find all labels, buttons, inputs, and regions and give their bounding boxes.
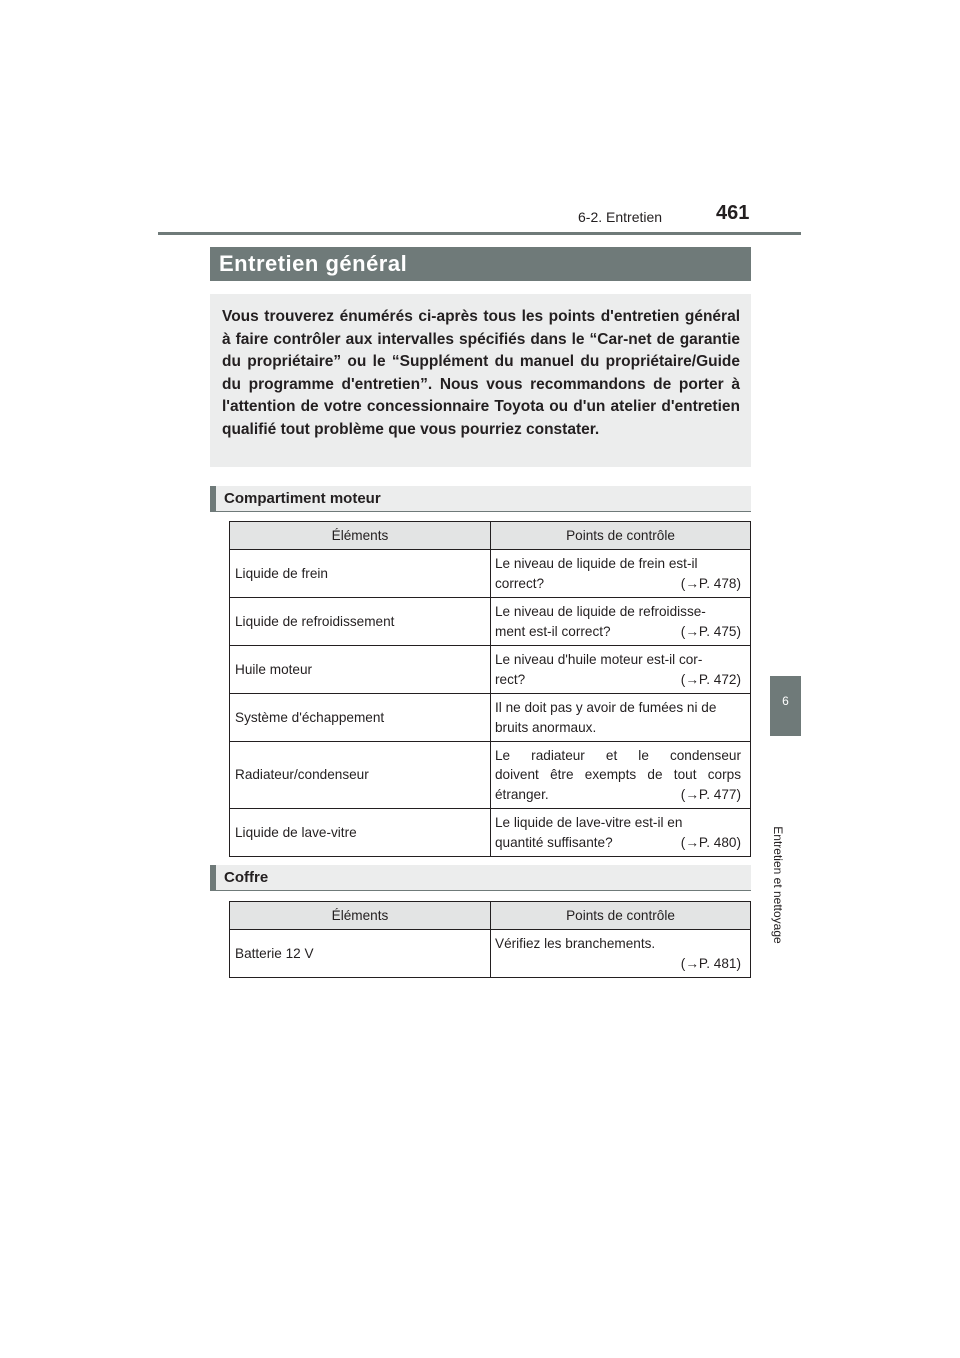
- trunk-table: [229, 901, 751, 978]
- check-text: correct?: [495, 575, 545, 591]
- section-heading-engine: [210, 486, 751, 512]
- intro-text: Vous trouverez énumérés ci-après tous les points d'entretien général à faire contrôler aux intervalles spécifiés dans le “Car-net de garantie du propriétaire” ou le “Supplément du manuel du propriétaire/Guide du programme d'entretien”. Nous vous recommandons de porter à l'attention de votre concessionnaire Toyota ou d'un atelier d'entretien qualifié tout problème que vous pourriez constater.: [222, 308, 740, 438]
- column-header-items: Éléments: [230, 902, 491, 930]
- row-check: [491, 646, 751, 694]
- page-reference: (→P. 478): [680, 575, 741, 591]
- table-header-row: [230, 522, 751, 550]
- row-check: [491, 930, 751, 978]
- row-check: [491, 598, 751, 646]
- section-heading-label: Coffre: [224, 869, 269, 886]
- row-item: Liquide de refroidissement: [230, 598, 491, 646]
- heading-marker: [210, 865, 216, 891]
- page-title: Entretien général: [210, 247, 751, 281]
- check-text: Il ne doit pas y avoir de fumées ni de: [495, 700, 717, 715]
- intro-box: [210, 294, 751, 467]
- section-heading-label: Compartiment moteur: [224, 490, 381, 507]
- table-row: [230, 694, 751, 742]
- chapter-tab: [770, 676, 801, 736]
- check-text: Le niveau de liquide de frein est-il: [495, 556, 698, 571]
- check-text: doivent être exempts de tout corps: [495, 767, 741, 783]
- engine-table: [229, 521, 751, 857]
- row-check: [491, 809, 751, 857]
- column-header-checks: Points de contrôle: [491, 522, 751, 550]
- header-rule: [158, 232, 801, 235]
- section-title: 6-2. Entretien: [578, 209, 663, 225]
- check-text: ment est-il correct?: [495, 623, 611, 639]
- check-text: Le niveau de liquide de refroidisse-: [495, 604, 706, 619]
- page-reference: (→P. 477): [680, 786, 741, 802]
- heading-marker: [210, 486, 216, 512]
- row-check: [491, 550, 751, 598]
- chapter-number: 6: [782, 694, 789, 708]
- column-header-items: Éléments: [230, 522, 491, 550]
- page-reference: (→P. 472): [680, 671, 741, 687]
- table-row: [230, 930, 751, 978]
- row-check: [491, 742, 751, 809]
- table-row: [230, 809, 751, 857]
- column-header-checks: Points de contrôle: [491, 902, 751, 930]
- row-item: Batterie 12 V: [230, 930, 491, 978]
- page-reference: (→P. 481): [680, 955, 741, 971]
- check-text: Le radiateur et le condenseur: [495, 747, 741, 763]
- row-item: Huile moteur: [230, 646, 491, 694]
- page-number: 461: [716, 202, 750, 224]
- row-item: Radiateur/condenseur: [230, 742, 491, 809]
- row-item: Système d'échappement: [230, 694, 491, 742]
- table-row: [230, 598, 751, 646]
- row-item: Liquide de frein: [230, 550, 491, 598]
- check-text: rect?: [495, 671, 526, 687]
- chapter-label: Entretien et nettoyage: [771, 826, 785, 944]
- table-row: [230, 550, 751, 598]
- section-heading-trunk: [210, 865, 751, 891]
- check-text: Le liquide de lave-vitre est-il en: [495, 815, 683, 830]
- table-header-row: [230, 902, 751, 930]
- check-text: Vérifiez les branchements.: [495, 936, 656, 951]
- page-reference: (→P. 475): [680, 623, 741, 639]
- table-row: [230, 646, 751, 694]
- table-row: [230, 742, 751, 809]
- check-text: étranger.: [495, 786, 549, 802]
- check-text: quantité suffisante?: [495, 834, 613, 850]
- check-text: bruits anormaux.: [495, 719, 597, 735]
- row-check: [491, 694, 751, 742]
- row-item: Liquide de lave-vitre: [230, 809, 491, 857]
- page-reference: (→P. 480): [680, 834, 741, 850]
- check-text: Le niveau d'huile moteur est-il cor-: [495, 652, 703, 667]
